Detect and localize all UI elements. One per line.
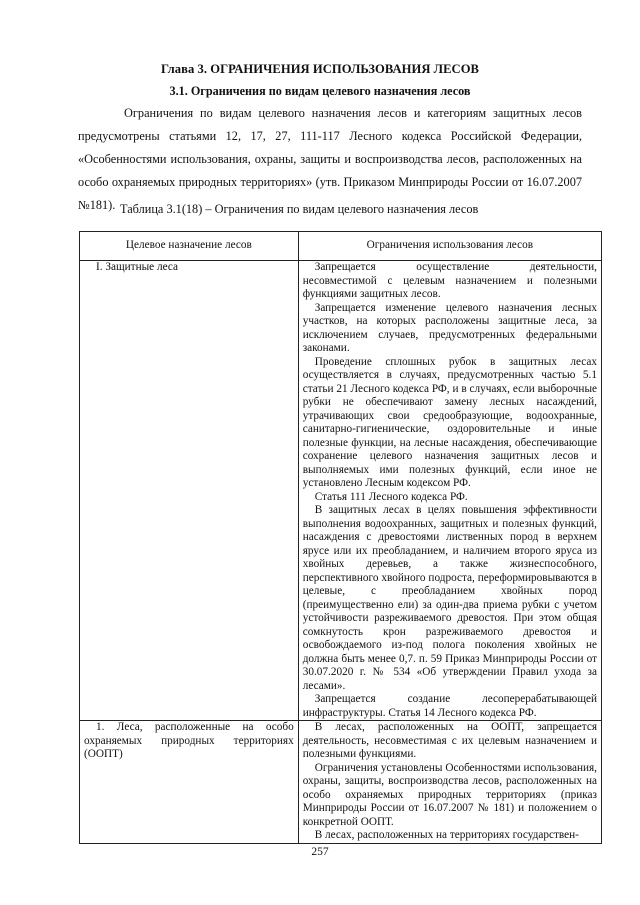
restriction-paragraph: Запрещается осуществление деятельности, несовместимой с целевым назначением и полезными функциями защитных лесов. xyxy=(302,261,597,300)
section-title: 3.1. Ограничения по видам целевого назначения лесов xyxy=(169,84,471,98)
restriction-paragraph: Ограничения установлены Особенностями использования, охраны, защиты, воспроизводства лесов, расположенных на особо охраняемых природных территориях (приказ Минприроды России от 16.07.2007 № 181) и положением о конкретной ООПТ. xyxy=(302,761,597,828)
chapter-title: Глава 3. ОГРАНИЧЕНИЯ ИСПОЛЬЗОВАНИЯ ЛЕСОВ xyxy=(161,62,479,76)
restriction-paragraph: Статья 111 Лесного кодекса РФ. xyxy=(314,490,468,503)
restriction-paragraph: Проведение сплошных рубок в защитных лесах осуществляется в случаях, предусмотренных частью 5.1 статьи 21 Лесного кодекса РФ, и в случаях, если выборочные рубки не обеспечивают замену лесных насаждений, утрачивающих свои средообразующие, водоохранные, санитарно-гигиенические, оздоровительные и иные полезные функции, на лесные насаждения, обеспечивающие сохранение целевого назначения защитных лесов и выполняемых ими полезных функций, если иное не установлено Лесным кодексом РФ. xyxy=(302,355,597,489)
restriction-paragraph: В лесах, расположенных на ООПТ, запрещается деятельность, несовместимая с их целевым назначением и полезными функциями. xyxy=(302,721,597,760)
table-row xyxy=(80,721,602,844)
header-restrictions: Ограничения использования лесов xyxy=(298,232,601,261)
row-category: 1. Леса, расположенные на особо охраняемых природных территориях (ООПТ) xyxy=(80,721,299,844)
table-caption: Таблица 3.1(18) – Ограничения по видам целевого назначения лесов xyxy=(120,202,479,216)
restriction-paragraph: Запрещается создание лесоперерабатывающей инфраструктуры. Статья 14 Лесного кодекса РФ. xyxy=(302,693,597,719)
header-purpose: Целевое назначение лесов xyxy=(80,232,299,261)
intro-text xyxy=(78,102,582,217)
row-restrictions xyxy=(298,261,601,721)
restriction-paragraph: Запрещается изменение целевого назначения лесных участков, на которых расположены защитные леса, за исключением случаев, предусмотренных федеральными законами. xyxy=(302,301,597,354)
page-number: 257 xyxy=(311,846,329,858)
restrictions-table xyxy=(79,231,602,844)
table-header-row xyxy=(80,232,602,261)
row-restrictions xyxy=(298,721,601,844)
table-row xyxy=(80,261,602,721)
row-category: I. Защитные леса xyxy=(80,261,299,721)
intro-paragraph: Ограничения по видам целевого назначения лесов и категориям защитных лесов предусмотрены статьями 12, 17, 27, 111-117 Лесного кодекса Российской Федерации, «Особенностями использования, охраны, защиты и воспроизводства лесов, расположенных на особо охраняемых природных территориях» (утв. Приказом Минприроды России от 16.07.2007 №181). xyxy=(78,106,582,213)
restriction-paragraph: В лесах, расположенных на территориях государствен- xyxy=(314,829,579,841)
restriction-paragraph: В защитных лесах в целях повышения эффективности выполнения водоохранных, защитных и полезных функций, насаждения с древостоями лиственных пород в верхнем ярусе или их преобладанием, и наличием второго яруса из хвойных деревьев, а также жизнеспособного, перспективного хвойного подроста, переформировываются в целевые, с преобладанием хвойных пород (преимущественно ели) за один-два приема рубки с учетом устойчивости разреживаемого древостоя. При этом общая сомкнутость крон разреживаемого древостоя и освобождаемого из-под полога поколения хвойных не должна быть менее 0,7. п. 59 Приказ Минприроды России от 30.07.2020 г. № 534 «Об утверждении Правил ухода за лесами». xyxy=(302,504,597,692)
